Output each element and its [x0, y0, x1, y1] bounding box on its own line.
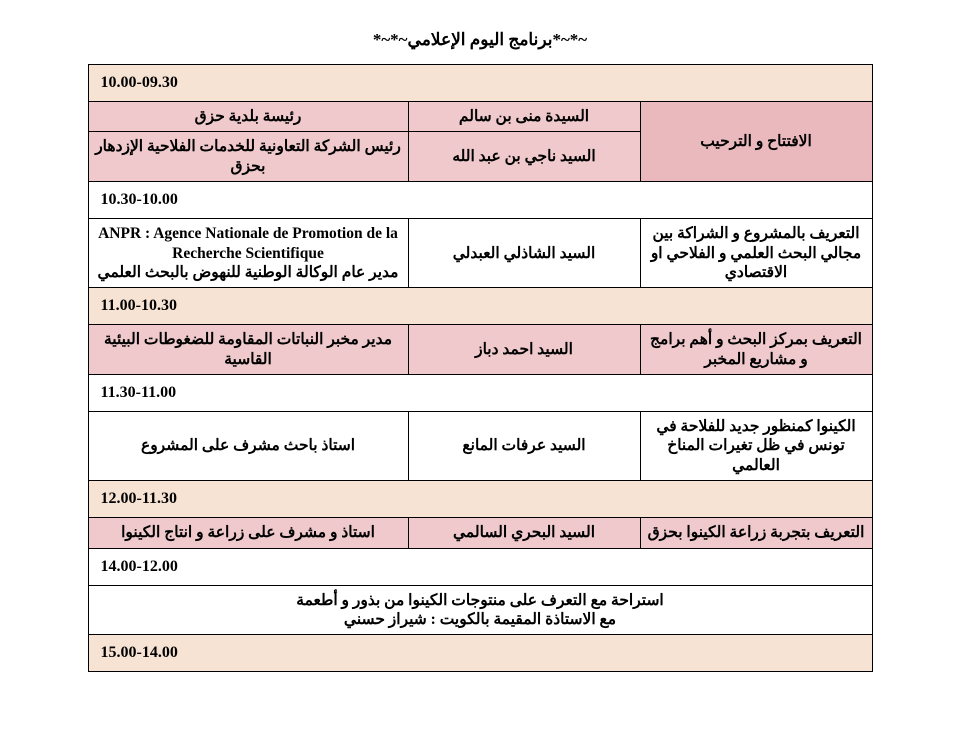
speaker-role: رئيسة بلدية حزق — [88, 102, 408, 132]
speaker-affiliation-ar: مدير عام الوكالة الوطنية للنهوض بالبحث العلمي — [97, 263, 399, 281]
speaker-name: السيد ناجي بن عبد الله — [408, 132, 640, 182]
speaker-name: السيد الشاذلي العبدلي — [408, 219, 640, 288]
table-row — [88, 585, 872, 635]
table-row — [88, 182, 872, 219]
schedule-body — [88, 65, 872, 672]
session-topic: التعريف بالمشروع و الشراكة بين مجالي البحث العلمي و الفلاحي او الاقتصادي — [640, 219, 872, 288]
table-row — [88, 65, 872, 102]
session-topic: الافتتاح و الترحيب — [640, 102, 872, 182]
table-row — [88, 548, 872, 585]
speaker-role — [88, 219, 408, 288]
speaker-name: السيد البحري السالمي — [408, 518, 640, 548]
time-slot: 12.00-11.30 — [88, 481, 872, 518]
table-row — [88, 635, 872, 672]
time-slot: 14.00-12.00 — [88, 548, 872, 585]
session-topic: الكينوا كمنظور جديد للفلاحة في تونس في ظل تغيرات المناخ العالمي — [640, 412, 872, 481]
table-row — [88, 518, 872, 548]
session-topic: التعريف بمركز البحث و أهم برامج و مشاريع المخبر — [640, 325, 872, 375]
schedule-table — [88, 64, 873, 672]
table-row — [88, 219, 872, 288]
speaker-role: استاذ و مشرف على زراعة و انتاج الكينوا — [88, 518, 408, 548]
break-line-2: مع الاستاذة المقيمة بالكويت : شيراز حسني — [343, 610, 617, 628]
speaker-role: مدير مخبر النباتات المقاومة للضغوطات البيئية القاسية — [88, 325, 408, 375]
time-slot: 10.00-09.30 — [88, 65, 872, 102]
speaker-affiliation-latin: ANPR : Agence Nationale de Promotion de la Recherche Scientifique — [98, 225, 398, 262]
speaker-role: استاذ باحث مشرف على المشروع — [88, 412, 408, 481]
speaker-role: رئيس الشركة التعاونية للخدمات الفلاحية الإزدهار بحزق — [88, 132, 408, 182]
time-slot: 11.00-10.30 — [88, 288, 872, 325]
table-row — [88, 325, 872, 375]
table-row — [88, 102, 872, 132]
page-title: ~*~*برنامج اليوم الإعلامي~*~* — [372, 30, 588, 49]
table-row — [88, 412, 872, 481]
session-topic: التعريف بتجربة زراعة الكينوا بحزق — [640, 518, 872, 548]
table-row — [88, 481, 872, 518]
speaker-name: السيد عرفات المانع — [408, 412, 640, 481]
break-line-1: استراحة مع التعرف على منتوجات الكينوا من بذور و أطعمة — [296, 591, 664, 609]
time-slot: 10.30-10.00 — [88, 182, 872, 219]
speaker-name: السيدة منى بن سالم — [408, 102, 640, 132]
time-slot: 15.00-14.00 — [88, 635, 872, 672]
time-slot: 11.30-11.00 — [88, 375, 872, 412]
speaker-name: السيد احمد دباز — [408, 325, 640, 375]
table-row — [88, 375, 872, 412]
table-row — [88, 288, 872, 325]
break-session — [88, 585, 872, 635]
